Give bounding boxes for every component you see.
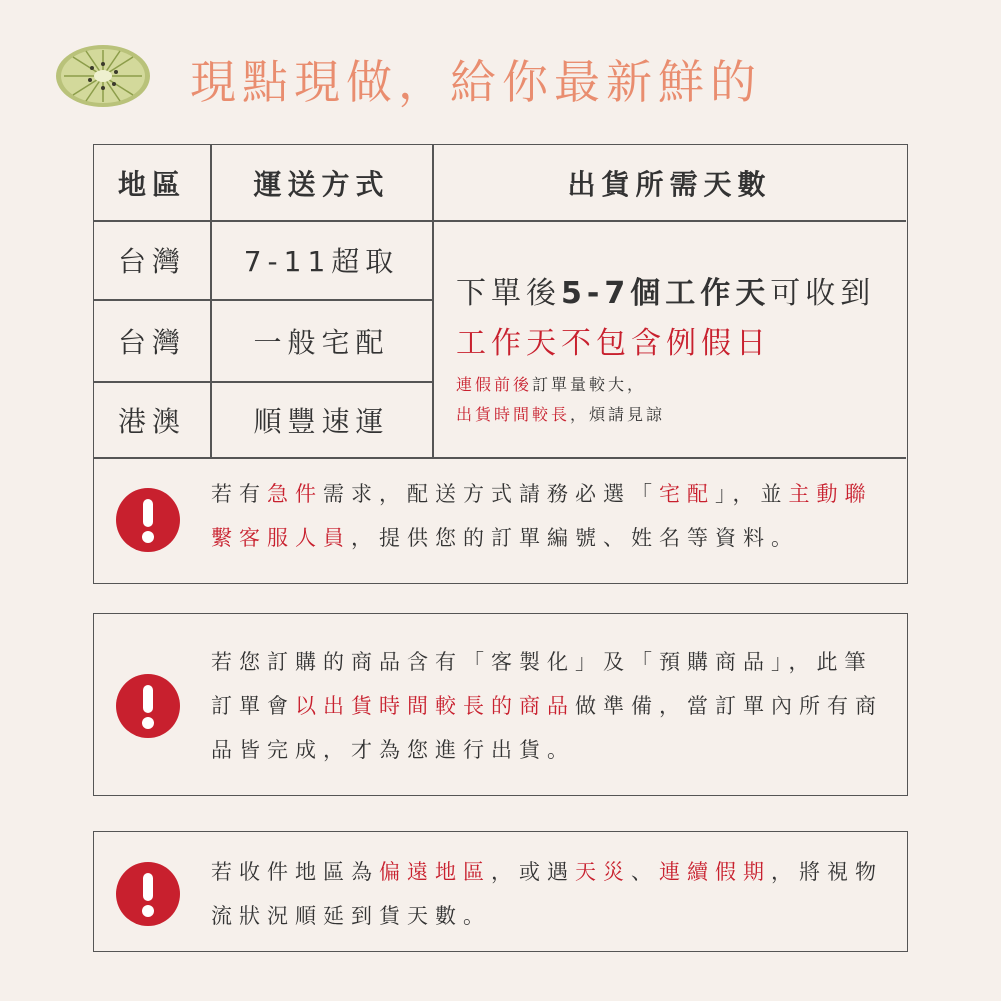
exclamation-icon	[116, 674, 180, 738]
header-days: 出貨所需天數	[567, 167, 772, 201]
notice-preorder: 若您訂購的商品含有「客製化」及「預購商品」，此筆 訂單會以出貨時間較長的商品做準備，當訂單內所有商 品皆完成，才為您進行出貨。	[211, 650, 883, 762]
row1-method: 7-11超取	[243, 245, 400, 278]
page-title: 現點現做，給你最新鮮的	[190, 55, 762, 109]
notice-remote: 若收件地區為偏遠地區，或遇天災、連續假期，將視物 流狀況順延到貨天數。	[211, 860, 883, 928]
header-region: 地區	[117, 167, 186, 201]
row1-region: 台灣	[117, 245, 186, 278]
notice-box-remote	[93, 831, 908, 952]
exclamation-icon	[116, 862, 180, 926]
shipping-days-note	[456, 268, 896, 430]
row2-region: 台灣	[117, 325, 186, 359]
row3-method: 順豐速運	[253, 404, 390, 438]
kiwi-slice-icon	[54, 44, 152, 108]
days-line3: 連假前後訂單量較大， 出貨時間較長，煩請見諒	[456, 375, 666, 424]
exclamation-icon	[116, 488, 180, 552]
notice-box-preorder	[93, 613, 908, 796]
row2-method: 一般宅配	[253, 325, 390, 359]
days-line2: 工作天不包含例假日	[456, 326, 771, 361]
divider	[94, 457, 906, 459]
days-line1: 下單後5-7個工作天可收到	[456, 276, 876, 311]
notice-urgent: 若有急件需求，配送方式請務必選「宅配」，並主動聯 繫客服人員，提供您的訂單編號、姓名等資料。	[211, 482, 873, 550]
header-method: 運送方式	[253, 167, 390, 201]
row3-region: 港澳	[117, 404, 186, 438]
